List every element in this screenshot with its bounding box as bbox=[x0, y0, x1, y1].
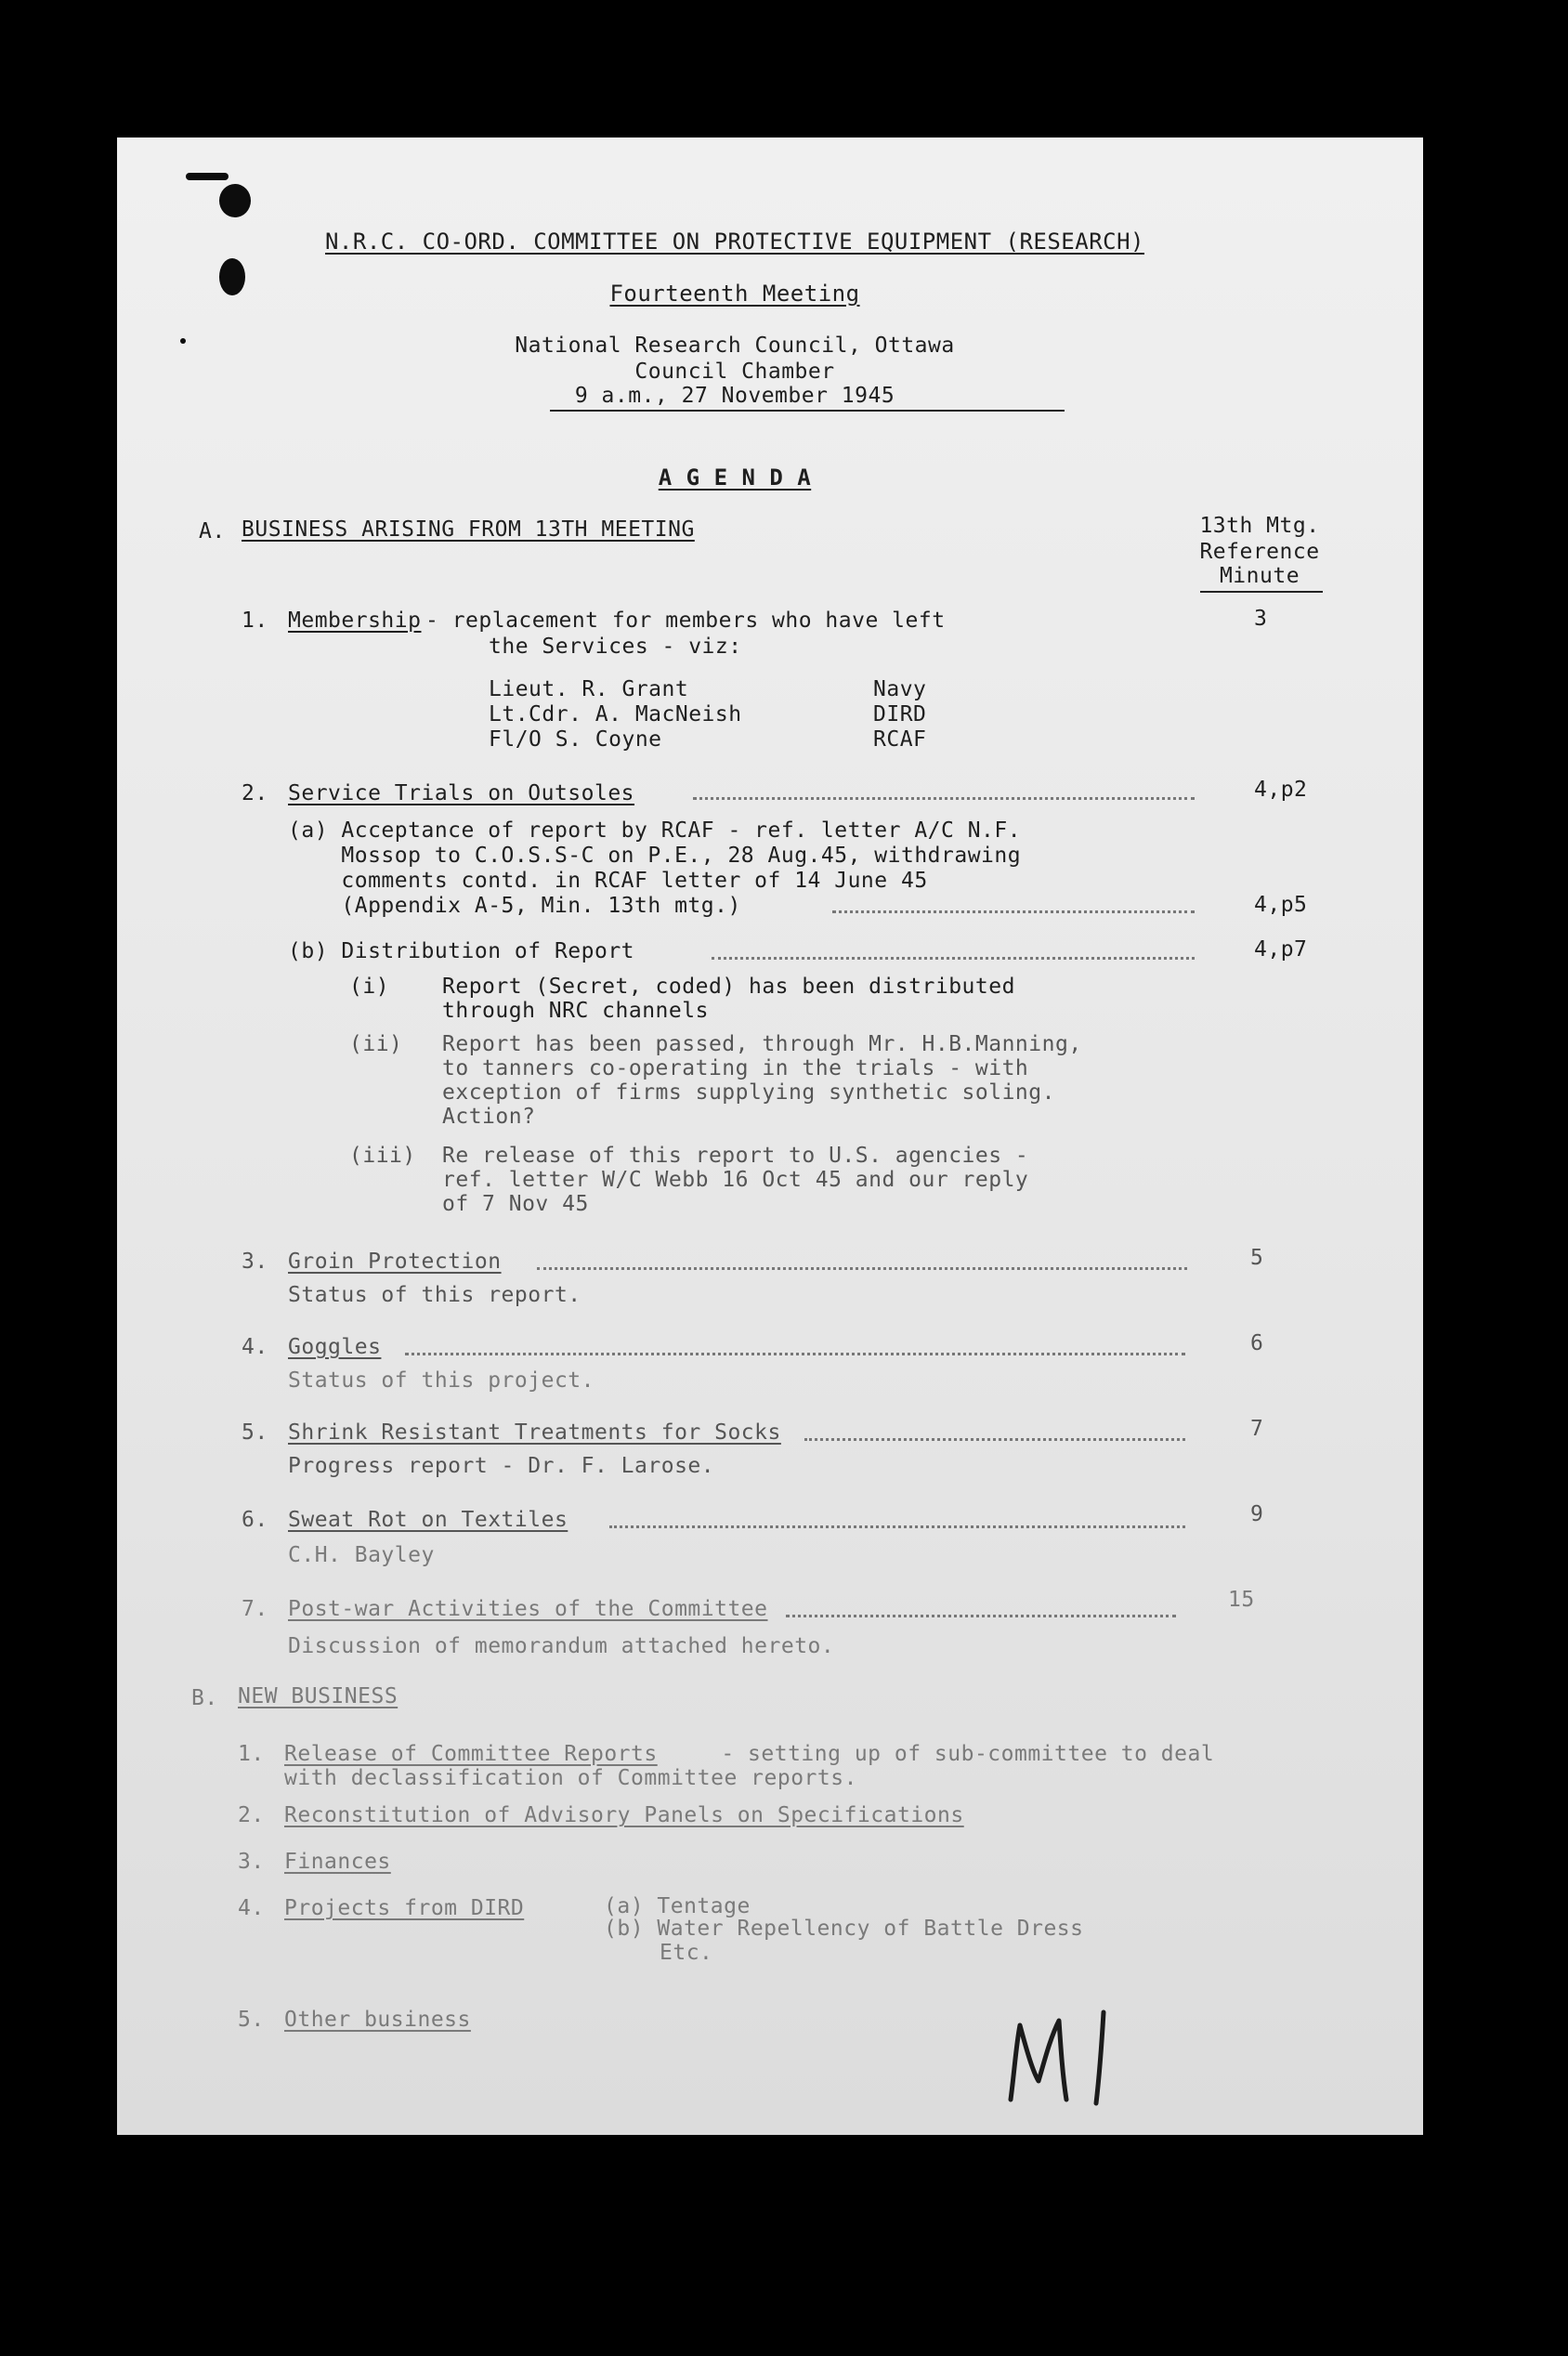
item-number: 2. bbox=[238, 1803, 265, 1827]
projects-dird-etc: Etc. bbox=[660, 1941, 713, 1965]
reference-minute: 7 bbox=[1250, 1417, 1264, 1441]
finances-title: Finances bbox=[284, 1850, 391, 1874]
item-number: 2. bbox=[242, 781, 268, 805]
membership-text-2: the Services - viz: bbox=[489, 635, 742, 659]
reference-minute: 9 bbox=[1250, 1502, 1264, 1526]
sub-item-text: of 7 Nov 45 bbox=[442, 1192, 589, 1216]
membership-text-1: - replacement for members who have left bbox=[425, 609, 946, 633]
ref-header-line3: Minute bbox=[1219, 564, 1300, 588]
item-number: 6. bbox=[242, 1508, 268, 1532]
reference-minute: 6 bbox=[1250, 1331, 1264, 1355]
handwritten-annotation bbox=[1003, 2007, 1152, 2109]
ref-header-rule bbox=[1200, 591, 1323, 593]
leader-dots bbox=[693, 797, 1195, 800]
leader-dots bbox=[832, 910, 1195, 913]
reference-minute: 4,p7 bbox=[1254, 937, 1308, 962]
release-reports-title: Release of Committee Reports bbox=[284, 1742, 658, 1766]
reference-minute: 3 bbox=[1254, 607, 1268, 631]
place-line-2: Council Chamber bbox=[634, 360, 835, 384]
sub-item-number: (ii) bbox=[349, 1032, 403, 1056]
release-reports-text: - setting up of sub-committee to deal bbox=[708, 1742, 1215, 1766]
item-2b-title: (b) Distribution of Report bbox=[288, 939, 635, 963]
item-2a-line: comments contd. in RCAF letter of 14 June 45 bbox=[288, 869, 928, 893]
header-rule bbox=[550, 410, 1065, 412]
item-number: 1. bbox=[242, 609, 268, 633]
agenda-title: A G E N D A bbox=[658, 465, 812, 491]
item-number: 4. bbox=[238, 1896, 265, 1920]
post-war-title: Post-war Activities of the Committee bbox=[288, 1597, 768, 1621]
item-2a-line: Mossop to C.O.S.S-C on P.E., 28 Aug.45, withdrawing bbox=[288, 844, 1022, 868]
groin-protection-title: Groin Protection bbox=[288, 1250, 502, 1274]
shrink-resistant-title: Shrink Resistant Treatments for Socks bbox=[288, 1420, 781, 1445]
sub-item-text: Report has been passed, through Mr. H.B.Manning, bbox=[442, 1032, 1082, 1056]
item-2a-line: (a) Acceptance of report by RCAF - ref. letter A/C N.F. bbox=[288, 818, 1022, 843]
member-name: Lt.Cdr. A. MacNeish bbox=[489, 702, 742, 726]
item-2a-line: (Appendix A-5, Min. 13th mtg.) bbox=[288, 894, 741, 918]
other-business-title: Other business bbox=[284, 2008, 471, 2032]
committee-title: N.R.C. CO-ORD. COMMITTEE ON PROTECTIVE EQUIPMENT (RESEARCH) bbox=[324, 229, 1144, 255]
item-number: 4. bbox=[242, 1335, 268, 1359]
reference-minute: 15 bbox=[1228, 1588, 1255, 1612]
member-service: DIRD bbox=[873, 702, 927, 726]
reconstitution-title: Reconstitution of Advisory Panels on Specifications bbox=[284, 1803, 964, 1827]
item-subtext: Progress report - Dr. F. Larose. bbox=[288, 1454, 715, 1478]
sub-item-text: to tanners co-operating in the trials - with bbox=[442, 1056, 1029, 1080]
reference-minute: 4,p5 bbox=[1254, 893, 1308, 917]
projects-dird-sub-b: (b) Water Repellency of Battle Dress bbox=[604, 1917, 1084, 1941]
item-subtext: Status of this report. bbox=[288, 1283, 581, 1307]
place-line-1: National Research Council, Ottawa bbox=[515, 334, 955, 358]
leader-dots bbox=[537, 1267, 1187, 1270]
leader-dots bbox=[609, 1525, 1185, 1528]
ink-blot bbox=[186, 173, 229, 180]
leader-dots bbox=[712, 957, 1195, 960]
item-number: 5. bbox=[242, 1420, 268, 1445]
membership-title: Membership bbox=[288, 609, 422, 633]
item-subtext: Discussion of memorandum attached hereto. bbox=[288, 1634, 835, 1658]
member-service: RCAF bbox=[873, 727, 927, 752]
meeting-title: Fourteenth Meeting bbox=[609, 281, 860, 307]
date-time-line: 9 a.m., 27 November 1945 bbox=[574, 384, 895, 408]
item-subtext: Status of this project. bbox=[288, 1368, 595, 1393]
item-number: 7. bbox=[242, 1597, 268, 1621]
item-subtext: C.H. Bayley bbox=[288, 1543, 435, 1567]
ref-header-line2: Reference bbox=[1199, 540, 1320, 564]
section-a-title: BUSINESS ARISING FROM 13TH MEETING bbox=[242, 517, 695, 542]
member-name: Fl/O S. Coyne bbox=[489, 727, 662, 752]
sub-item-text: ref. letter W/C Webb 16 Oct 45 and our reply bbox=[442, 1168, 1029, 1192]
item-number: 1. bbox=[238, 1742, 265, 1766]
sub-item-number: (i) bbox=[349, 975, 390, 999]
sweat-rot-title: Sweat Rot on Textiles bbox=[288, 1508, 568, 1532]
member-name: Lieut. R. Grant bbox=[489, 677, 689, 701]
sub-item-number: (iii) bbox=[349, 1144, 416, 1168]
sub-item-text: Re release of this report to U.S. agencies - bbox=[442, 1144, 1029, 1168]
service-trials-title: Service Trials on Outsoles bbox=[288, 781, 635, 805]
ref-header-line1: 13th Mtg. bbox=[1199, 514, 1320, 538]
item-number: 3. bbox=[238, 1850, 265, 1874]
reference-minute: 5 bbox=[1250, 1246, 1264, 1270]
release-reports-text: with declassification of Committee reports. bbox=[284, 1766, 857, 1790]
ink-blot bbox=[219, 184, 251, 217]
goggles-title: Goggles bbox=[288, 1335, 382, 1359]
reference-minute: 4,p2 bbox=[1254, 778, 1308, 802]
sub-item-text: exception of firms supplying synthetic soling. bbox=[442, 1080, 1055, 1105]
leader-dots bbox=[405, 1353, 1185, 1355]
projects-dird-title: Projects from DIRD bbox=[284, 1896, 525, 1920]
section-a-letter: A. bbox=[199, 519, 226, 543]
section-b-title: NEW BUSINESS bbox=[238, 1684, 399, 1708]
item-number: 3. bbox=[242, 1250, 268, 1274]
sub-item-text: Action? bbox=[442, 1105, 536, 1129]
sub-item-text: through NRC channels bbox=[442, 999, 709, 1023]
document-page bbox=[117, 137, 1423, 2135]
projects-dird-sub-a: (a) Tentage bbox=[604, 1894, 751, 1918]
section-b-letter: B. bbox=[191, 1686, 218, 1710]
sub-item-text: Report (Secret, coded) has been distributed bbox=[442, 975, 1015, 999]
item-number: 5. bbox=[238, 2008, 265, 2032]
leader-dots bbox=[786, 1615, 1176, 1617]
leader-dots bbox=[804, 1438, 1185, 1441]
member-service: Navy bbox=[873, 677, 927, 701]
